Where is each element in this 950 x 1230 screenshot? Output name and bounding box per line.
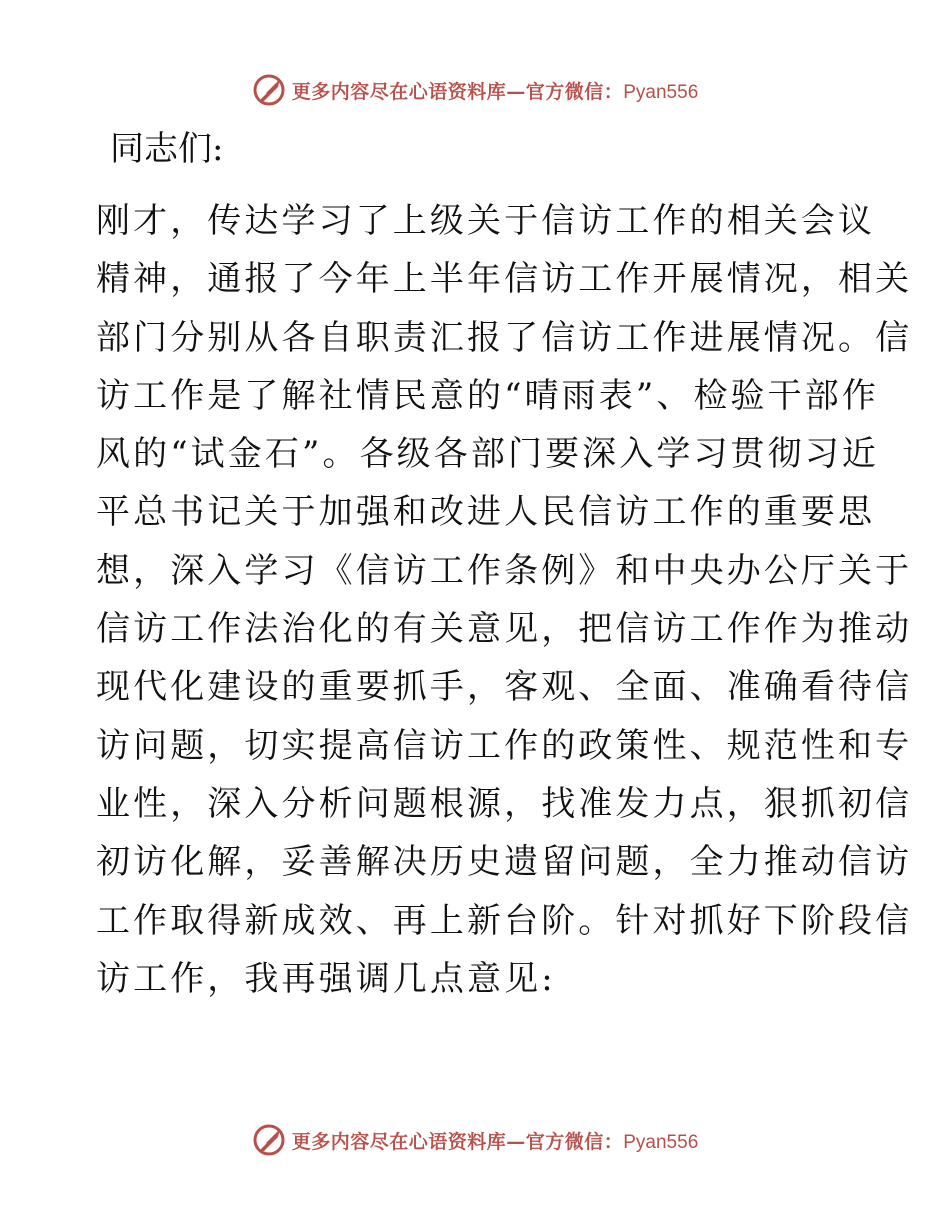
header-banner-text <box>292 77 699 104</box>
body-line: 现代化建设的重要抓手，客观、全面、准确看待信 <box>96 667 913 708</box>
body-line: 精神，通报了今年上半年信访工作开展情况，相关 <box>96 259 913 300</box>
body-line: 访问题，切实提高信访工作的政策性、规范性和专 <box>96 725 913 766</box>
body-line: 信访工作法治化的有关意见，把信访工作作为推动 <box>96 609 913 650</box>
header-banner <box>0 68 950 112</box>
body-line: 风的“试金石”。各级各部门要深入学习贯彻习近 <box>96 434 879 475</box>
body-line: 访工作是了解社情民意的“晴雨表”、检验干部作 <box>96 375 879 416</box>
body-line: 业性，深入分析问题根源，找准发力点，狠抓初信 <box>96 783 913 824</box>
body-line: 工作取得新成效、再上新台阶。针对抓好下阶段信 <box>96 900 913 941</box>
footer-banner-text <box>292 1127 699 1154</box>
body-line: 平总书记关于加强和改进人民信访工作的重要思 <box>96 492 876 533</box>
body-line: 访工作，我再强调几点意见: <box>96 958 556 999</box>
header-wechat-id: Pyan556 <box>623 81 699 103</box>
body-line: 想，深入学习《信访工作条例》和中央办公厅关于 <box>96 550 913 591</box>
body-line: 部门分别从各自职责汇报了信访工作进展情况。信 <box>96 317 913 358</box>
header-banner-label: 更多内容尽在心语资料库—官方微信： <box>291 80 624 103</box>
salutation: 同志们: <box>110 129 224 169</box>
footer-banner-label: 更多内容尽在心语资料库—官方微信： <box>291 1130 624 1153</box>
document-body <box>96 192 913 1008</box>
footer-wechat-id: Pyan556 <box>623 1131 699 1153</box>
body-line: 刚才，传达学习了上级关于信访工作的相关会议 <box>96 201 876 241</box>
pen-circle-logo-icon <box>252 73 286 107</box>
pen-circle-logo-icon <box>252 1123 286 1157</box>
body-line: 初访化解，妥善解决历史遗留问题，全力推动信访 <box>96 842 913 883</box>
footer-banner <box>0 1118 950 1162</box>
